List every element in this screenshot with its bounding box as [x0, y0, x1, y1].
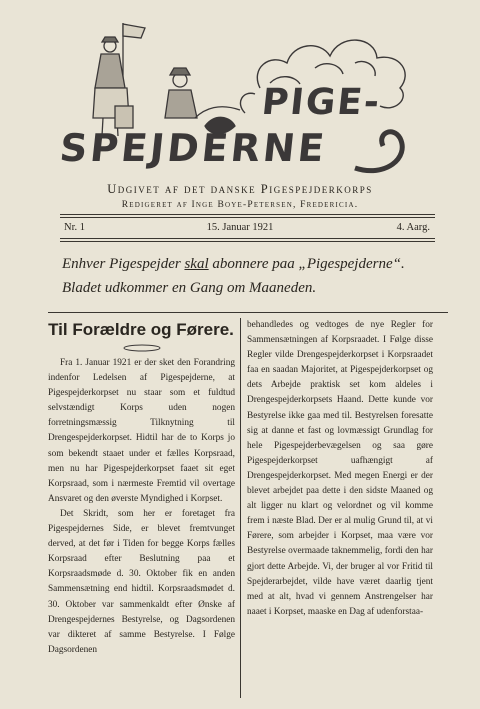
rule — [60, 241, 435, 242]
publisher-line: Udgivet af det danske Pigespejderkorps — [107, 182, 373, 196]
notice-text: Enhver Pigespejder — [62, 256, 181, 272]
article-paragraph: behandledes og vedtoges de nye Regler for Sammensætningen af Korpsraadet. I Følge disse Regler vilde Drengespejderkorpset i Korpsraadet faa en saadan Majoritet, at Pigespejderkorpset og dets Arbejde praktisk set kom aldeles i Drengespejderkorpsets Haand. Dette kunde vor Bestyrelse ikke gaa med til. Bestyrelsen foresatte sig at danne et fast og lovmæssigt Grundlag for hele Pigespejderbevægelsen og saa gøre Pigespejderkorpset uafhængigt af Drengespejderkorpset. Med megen Energi er der blevet arbejdet paa dette i den sidste Maaned og alt ligger nu klart og velordnet og vil komme frem i næste Blad. Der er al mulig Grund til, at vi Førere, som arbejder i Korpset, maa være vor Bestyrelse overmaade taknemmelig, fordi den har gjort dette Arbejde. Vi, der bruger al vor Fritid til Spejderarbejdet, vilde have været daarlig tjent med at alt, hvad vi gennem Anstrengelser har naaet i Korpset, maaske en Dag af udenforstaa- — [247, 320, 433, 617]
rule — [60, 214, 435, 215]
article-column-left — [48, 356, 235, 658]
frequency-notice: Bladet udkommer en Gang om Maaneden. — [62, 280, 317, 296]
article-column-right — [247, 318, 433, 620]
notice-text: abonnere paa „Pigespejderne“. — [212, 256, 405, 272]
article-title: Til Forældre og Førere. — [48, 320, 234, 339]
issue-date: 15. Januar 1921 — [206, 222, 274, 233]
rule — [48, 312, 448, 313]
title-line-2: SPEJDERNE — [57, 126, 330, 170]
subscription-notice — [62, 256, 442, 273]
issue-volume: 4. Aarg. — [396, 222, 430, 233]
issue-number: Nr. 1 — [64, 222, 85, 233]
notice-emphasis: skal — [184, 256, 209, 272]
column-divider — [240, 318, 241, 698]
title-line-1: PIGE- — [259, 82, 384, 123]
rule — [60, 217, 435, 218]
rule — [60, 238, 435, 239]
article-paragraph: Fra 1. Januar 1921 er der sket den Forandring indenfor Ledelsen af Pigespejderne, at Pigespejderkorpset nu staar som et fuldtud selvstændigt Korps uden nogen forretningsmæssig Tilknytning til Drengespejderkorpset. Hidtil har de to Korps jo som bekendt staaet under et fælles Korpsraad, men nu har Pigespejderkorpset faaet sit eget Korpsraad, som i nærmeste Fremtid vil overtage Ansvaret og den øverste Myndighed i Korpset. — [48, 358, 235, 504]
ornament-icon — [122, 344, 162, 352]
editor-line: Redigeret af Inge Boye-Petersen, Fredericia. — [121, 200, 359, 210]
article-paragraph: Det Skridt, som her er foretaget fra Pigespejdernes Side, er blevet fremtvunget derved, at det før i Tiden for begge Korps fælles Korpsraad efter Beslutning paa et Korpsraadsmøde d. 30. Oktober fik en anden Sammensætning end hidtil. Korpsraadsmødet d. 30. Oktober var sammenkaldt efter Ønske af Drengespejdernes Bestyrelse, og Dagsordenen var dikteret af samme Bestyrelse. I Følge Dagsordenen — [48, 508, 235, 655]
